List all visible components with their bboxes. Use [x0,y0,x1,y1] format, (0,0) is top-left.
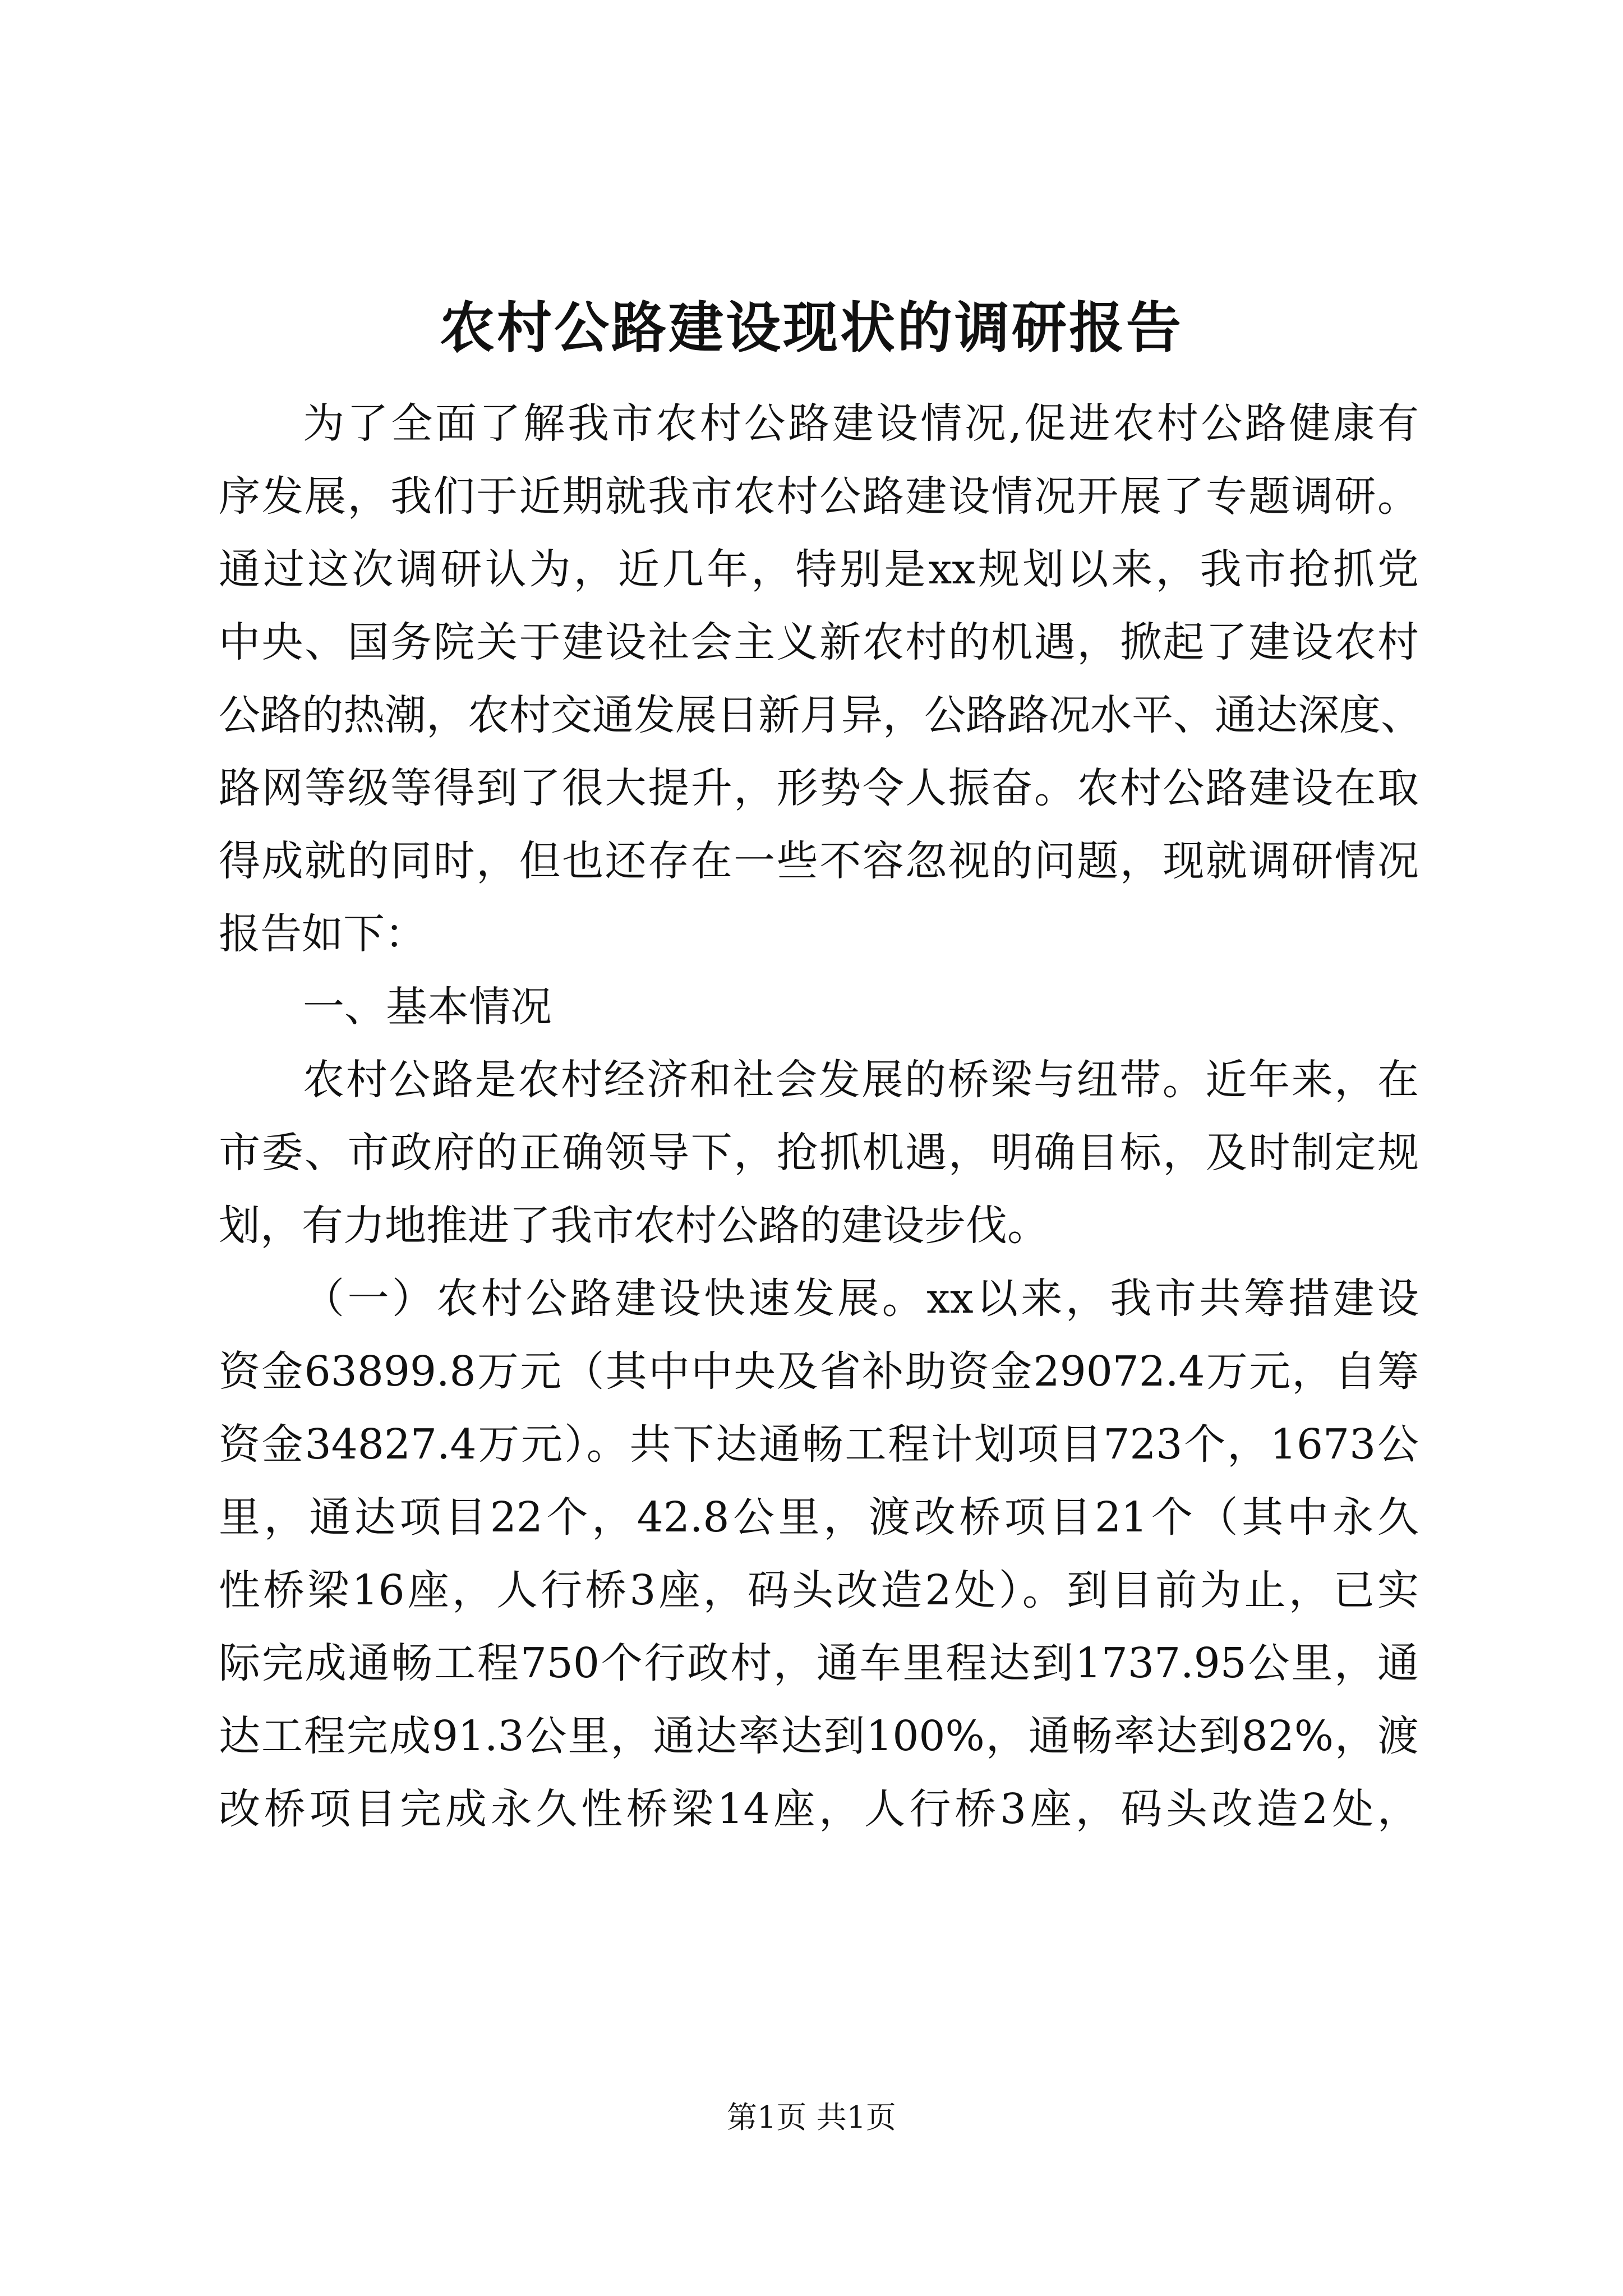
body-line: 性桥梁16座，人行桥3座，码头改造2处）。到目前为止，已实 [219,1566,1419,1614]
body-line: 得成就的同时，但也还存在一些不容忽视的问题，现就调研情况 [219,837,1419,885]
body-line: 序发展，我们于近期就我市农村公路建设情况开展了专题调研。 [219,472,1419,521]
body-line: 改桥项目完成永久性桥梁14座，人行桥3座，码头改造2处， [219,1785,1419,1833]
document-body [219,387,1422,1846]
body-line: 农村公路是农村经济和社会发展的桥梁与纽带。近年来，在 [303,1056,1419,1104]
body-line: 际完成通畅工程750个行政村，通车里程达到1737.95公里，通 [219,1639,1419,1687]
body-line: 市委、市政府的正确领导下，抢抓机遇，明确目标，及时制定规 [219,1129,1419,1177]
section-heading: 一、基本情况 [303,983,552,1031]
body-line: 公路的热潮，农村交通发展日新月异，公路路况水平、通达深度、 [219,691,1422,739]
body-line: 中央、国务院关于建设社会主义新农村的机遇，掀起了建设农村 [219,618,1419,666]
body-line: （一）农村公路建设快速发展。xx以来，我市共筹措建设 [303,1274,1419,1323]
document-title: 农村公路建设现状的调研报告 [439,296,1183,360]
body-line: 里，通达项目22个，42.8公里，渡改桥项目21个（其中永久 [219,1493,1419,1542]
body-line: 报告如下： [219,910,426,958]
body-line: 达工程完成91.3公里，通达率达到100%，通畅率达到82%，渡 [219,1712,1419,1760]
body-line: 资金63899.8万元（其中中央及省补助资金29072.4万元，自筹 [219,1347,1419,1396]
body-line: 划，有力地推进了我市农村公路的建设步伐。 [219,1202,1049,1250]
body-line: 资金34827.4万元）。共下达通畅工程计划项目723个，1673公 [219,1420,1419,1469]
body-line: 为了全面了解我市农村公路建设情况,促进农村公路健康有 [303,399,1419,448]
page-footer: 第1页 共1页 [727,2100,896,2135]
body-line: 路网等级等得到了很大提升，形势令人振奋。农村公路建设在取 [219,764,1419,812]
body-line: 通过这次调研认为，近几年，特别是xx规划以来，我市抢抓党 [219,545,1419,593]
